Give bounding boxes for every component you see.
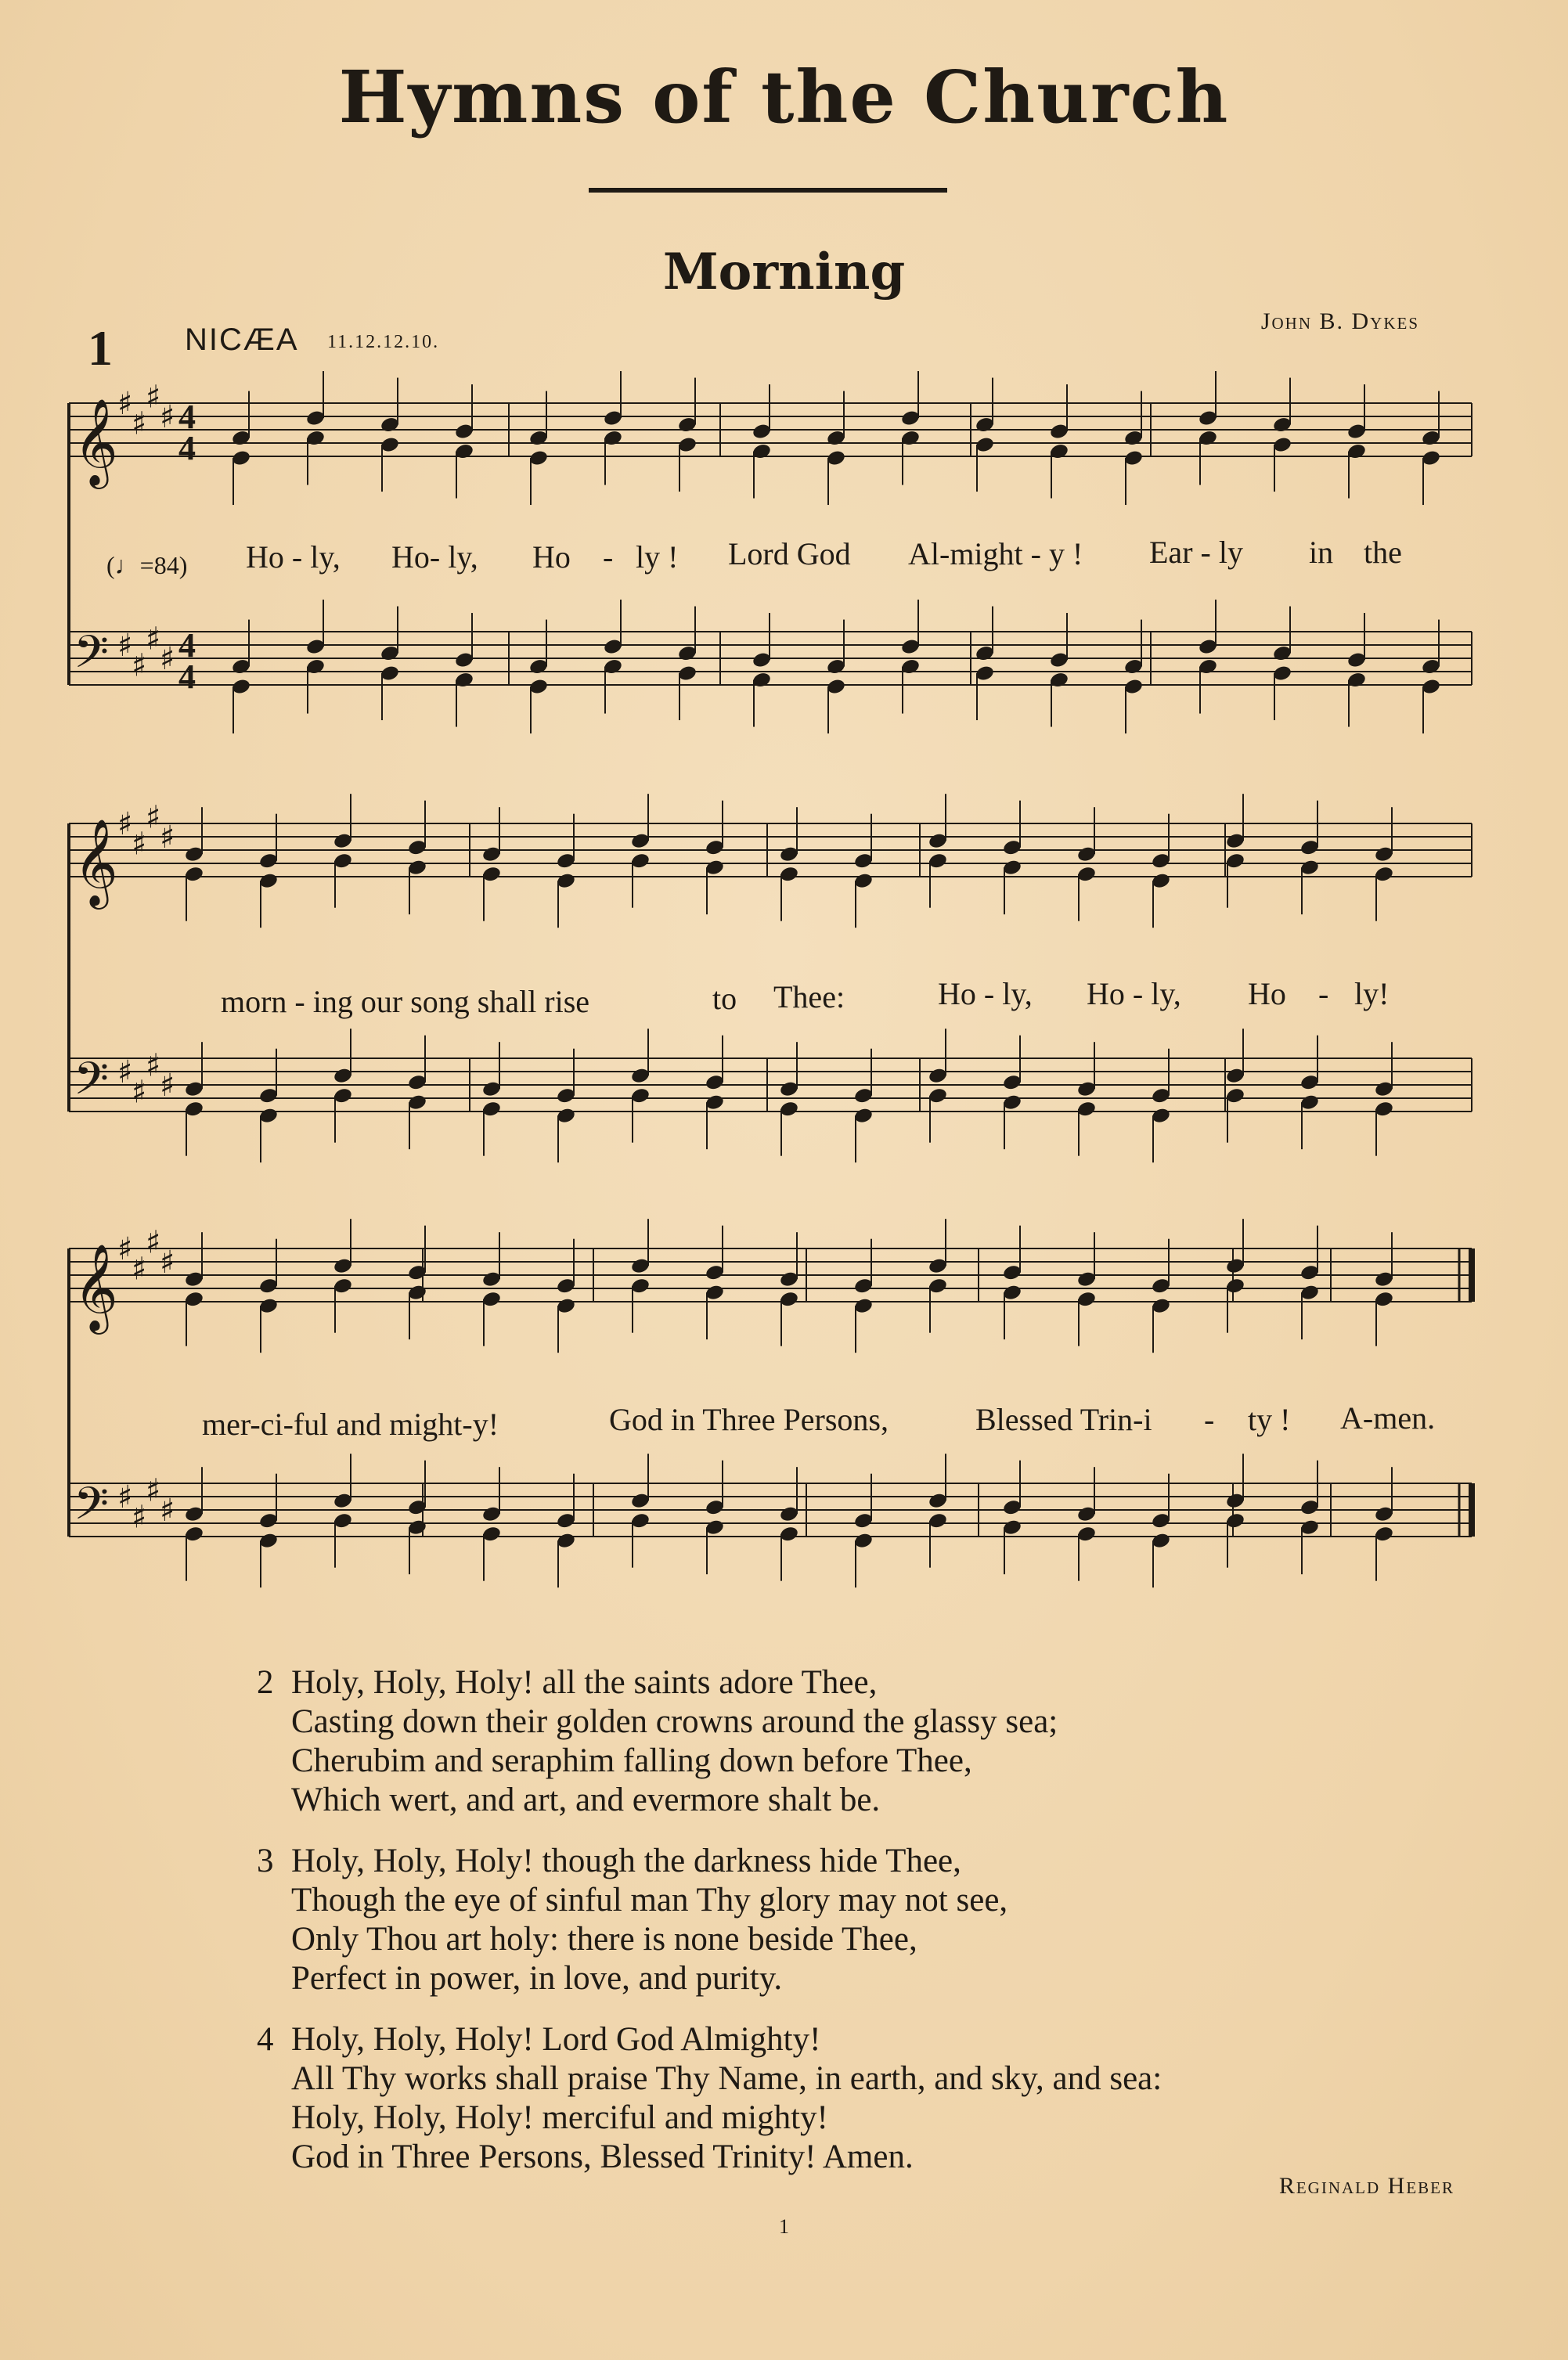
- tempo-marking: (♩=84): [106, 551, 188, 579]
- key-signature-sharp: ♯: [146, 1224, 161, 1261]
- lyric-syllable: ty !: [1248, 1402, 1291, 1437]
- hymn-number: 1: [88, 320, 113, 376]
- bass-clef: 𝄢: [74, 1477, 110, 1541]
- key-signature-sharp: ♯: [117, 1054, 133, 1090]
- author: Reginald Heber: [1278, 2173, 1454, 2199]
- key-signature-sharp: ♯: [132, 1251, 147, 1288]
- final-barline: [1469, 1483, 1475, 1537]
- key-signature-sharp: ♯: [146, 621, 161, 658]
- key-signature-sharp: ♯: [117, 628, 133, 664]
- lyric-syllable: morn - ing our song shall rise: [221, 984, 590, 1019]
- lyric-syllable: -: [1204, 1402, 1215, 1437]
- verse-line: Holy, Holy, Holy! Lord God Almighty!: [291, 2021, 821, 2058]
- key-signature-sharp: ♯: [146, 799, 161, 836]
- verse-line: Holy, Holy, Holy! though the darkness hide Thee,: [291, 1843, 961, 1879]
- lyric-syllable: to: [712, 981, 737, 1016]
- lyric-syllable: Blessed Trin-i: [975, 1402, 1152, 1437]
- verse-line: Holy, Holy, Holy! all the saints adore Thee,: [291, 1664, 878, 1701]
- lyric-syllable: in: [1309, 535, 1334, 570]
- lyric-syllable: A-men.: [1340, 1400, 1436, 1436]
- key-signature-sharp: ♯: [160, 641, 175, 677]
- lyric-syllable: ly !: [636, 539, 679, 575]
- key-signature-sharp: ♯: [117, 386, 133, 422]
- final-barline: [1469, 1248, 1475, 1302]
- verse-line: Holy, Holy, Holy! merciful and mighty!: [291, 2099, 828, 2136]
- verse-number: 4: [257, 2021, 274, 2058]
- lyric-syllable: -: [603, 539, 614, 575]
- verse-line: Though the eye of sinful man Thy glory may not see,: [291, 1882, 1008, 1919]
- time-signature-top: 4: [178, 398, 196, 436]
- book-title: Hymns of the Church: [338, 55, 1230, 139]
- lyric-syllable: Ho- ly,: [391, 539, 478, 575]
- key-signature-sharp: ♯: [160, 1245, 175, 1281]
- treble-clef: 𝄞: [74, 818, 118, 906]
- verse-number: 3: [257, 1843, 274, 1879]
- lyric-syllable: ly!: [1354, 976, 1390, 1011]
- lyric-syllable: Ho: [1248, 976, 1286, 1011]
- lyric-syllable: Ho - ly,: [938, 976, 1033, 1011]
- tune-name: NICÆA: [185, 322, 299, 357]
- meter: 11.12.12.10.: [327, 332, 440, 352]
- composer: John B. Dykes: [1260, 308, 1419, 334]
- verse-line: Only Thou art holy: there is none beside Thee,: [291, 1921, 917, 1958]
- time-signature-bottom: 4: [178, 658, 196, 696]
- key-signature-sharp: ♯: [132, 826, 147, 863]
- verses-block: [258, 1663, 1162, 2199]
- bass-clef: 𝄢: [74, 625, 110, 690]
- key-signature-sharp: ♯: [132, 405, 147, 442]
- verse-line: Perfect in power, in love, and purity.: [291, 1960, 783, 1997]
- verse-line: All Thy works shall praise Thy Name, in earth, and sky, and sea:: [291, 2060, 1162, 2097]
- treble-clef: 𝄞: [74, 1243, 118, 1331]
- key-signature-sharp: ♯: [146, 1472, 161, 1509]
- key-signature-sharp: ♯: [146, 379, 161, 416]
- key-signature-sharp: ♯: [117, 1231, 133, 1267]
- lyric-syllable: God in Three Persons,: [609, 1402, 889, 1437]
- key-signature-sharp: ♯: [117, 1479, 133, 1515]
- verse-4: [258, 2020, 1162, 2177]
- key-signature-sharp: ♯: [117, 806, 133, 842]
- lyric-syllable: Thee:: [773, 979, 845, 1014]
- verse-2: [258, 1663, 1162, 1820]
- verse-3: [258, 1842, 1162, 1998]
- time-signature-bottom: 4: [178, 429, 196, 467]
- verse-number: 2: [257, 1664, 274, 1701]
- lyric-syllable: Ho - ly,: [1087, 976, 1181, 1011]
- lyric-syllable: Al-might - y !: [908, 536, 1083, 571]
- verse-line: Cherubim and seraphim falling down before Thee,: [291, 1742, 972, 1779]
- lyric-syllable: mer-ci-ful and might-y!: [202, 1407, 499, 1442]
- key-signature-sharp: ♯: [160, 1493, 175, 1529]
- lyric-syllable: -: [1318, 976, 1329, 1011]
- key-signature-sharp: ♯: [160, 399, 175, 435]
- treble-clef: 𝄞: [74, 398, 118, 485]
- verse-line: God in Three Persons, Blessed Trinity! Amen.: [291, 2138, 914, 2175]
- key-signature-sharp: ♯: [160, 1068, 175, 1104]
- time-signature-top: 4: [178, 626, 196, 665]
- section-title: Morning: [662, 243, 906, 301]
- key-signature-sharp: ♯: [160, 820, 175, 856]
- lyric-syllable: Ear - ly: [1149, 535, 1243, 570]
- page-number: 1: [779, 2215, 789, 2238]
- verse-line: Casting down their golden crowns around the glassy sea;: [291, 1703, 1058, 1740]
- lyric-syllable: Lord God: [728, 536, 851, 571]
- bass-clef: 𝄢: [74, 1052, 110, 1116]
- key-signature-sharp: ♯: [146, 1047, 161, 1084]
- verse-line: Which wert, and art, and evermore shalt be.: [291, 1782, 881, 1818]
- lyric-syllable: Ho - ly,: [246, 539, 341, 575]
- lyric-syllable: Ho: [532, 539, 571, 575]
- key-signature-sharp: ♯: [132, 1074, 147, 1111]
- key-signature-sharp: ♯: [132, 1499, 147, 1536]
- lyric-syllable: the: [1364, 535, 1402, 570]
- key-signature-sharp: ♯: [132, 647, 147, 684]
